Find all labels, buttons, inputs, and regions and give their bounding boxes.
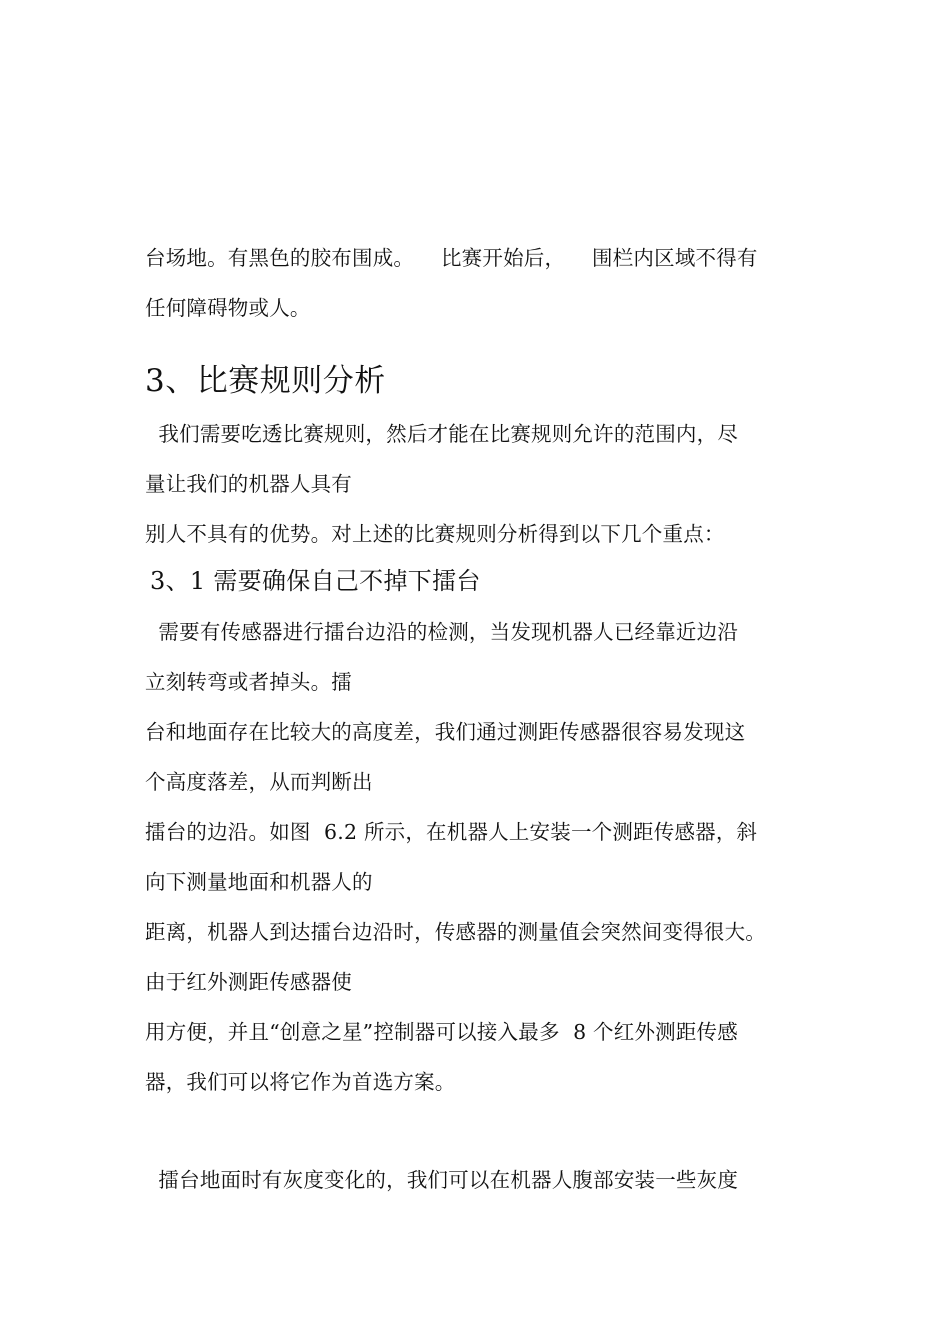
body-text-line: 器，我们可以将它作为首选方案。 [145, 1070, 456, 1094]
body-text-line: 由于红外测距传感器使 [145, 970, 352, 994]
body-text-line: 我们需要吃透比赛规则，然后才能在比赛规则允许的范围内，尽 [145, 422, 739, 446]
body-text-line: 擂台地面时有灰度变化的，我们可以在机器人腹部安装一些灰度 [145, 1168, 739, 1192]
subsection-heading: 3、1 需要确保自己不掉下擂台 [150, 567, 481, 595]
body-text-line: 立刻转弯或者掉头。擂 [145, 670, 352, 694]
body-text-line: 用方便，并且“创意之星”控制器可以接入最多 8 个红外测距传感 [145, 1020, 738, 1044]
body-text-line: 台和地面存在比较大的高度差，我们通过测距传感器很容易发现这 [145, 720, 746, 744]
body-text-line: 别人不具有的优势。对上述的比赛规则分析得到以下几个重点： [145, 522, 725, 546]
body-text-line: 量让我们的机器人具有 [145, 472, 352, 496]
body-text-line: 需要有传感器进行擂台边沿的检测，当发现机器人已经靠近边沿 [145, 620, 739, 644]
body-text-line: 任何障碍物或人。 [145, 296, 311, 320]
body-text-line: 距离，机器人到达擂台边沿时，传感器的测量值会突然间变得很大。 [145, 920, 766, 944]
section-heading: 3、比赛规则分析 [145, 363, 386, 399]
body-text-line: 擂台的边沿。如图 6.2 所示，在机器人上安装一个测距传感器，斜 [145, 820, 758, 844]
body-text-line: 向下测量地面和机器人的 [145, 870, 373, 894]
body-text-line: 台场地。有黑色的胶布围成。 比赛开始后， 围栏内区域不得有 [145, 246, 758, 270]
body-text-line: 个高度落差，从而判断出 [145, 770, 373, 794]
